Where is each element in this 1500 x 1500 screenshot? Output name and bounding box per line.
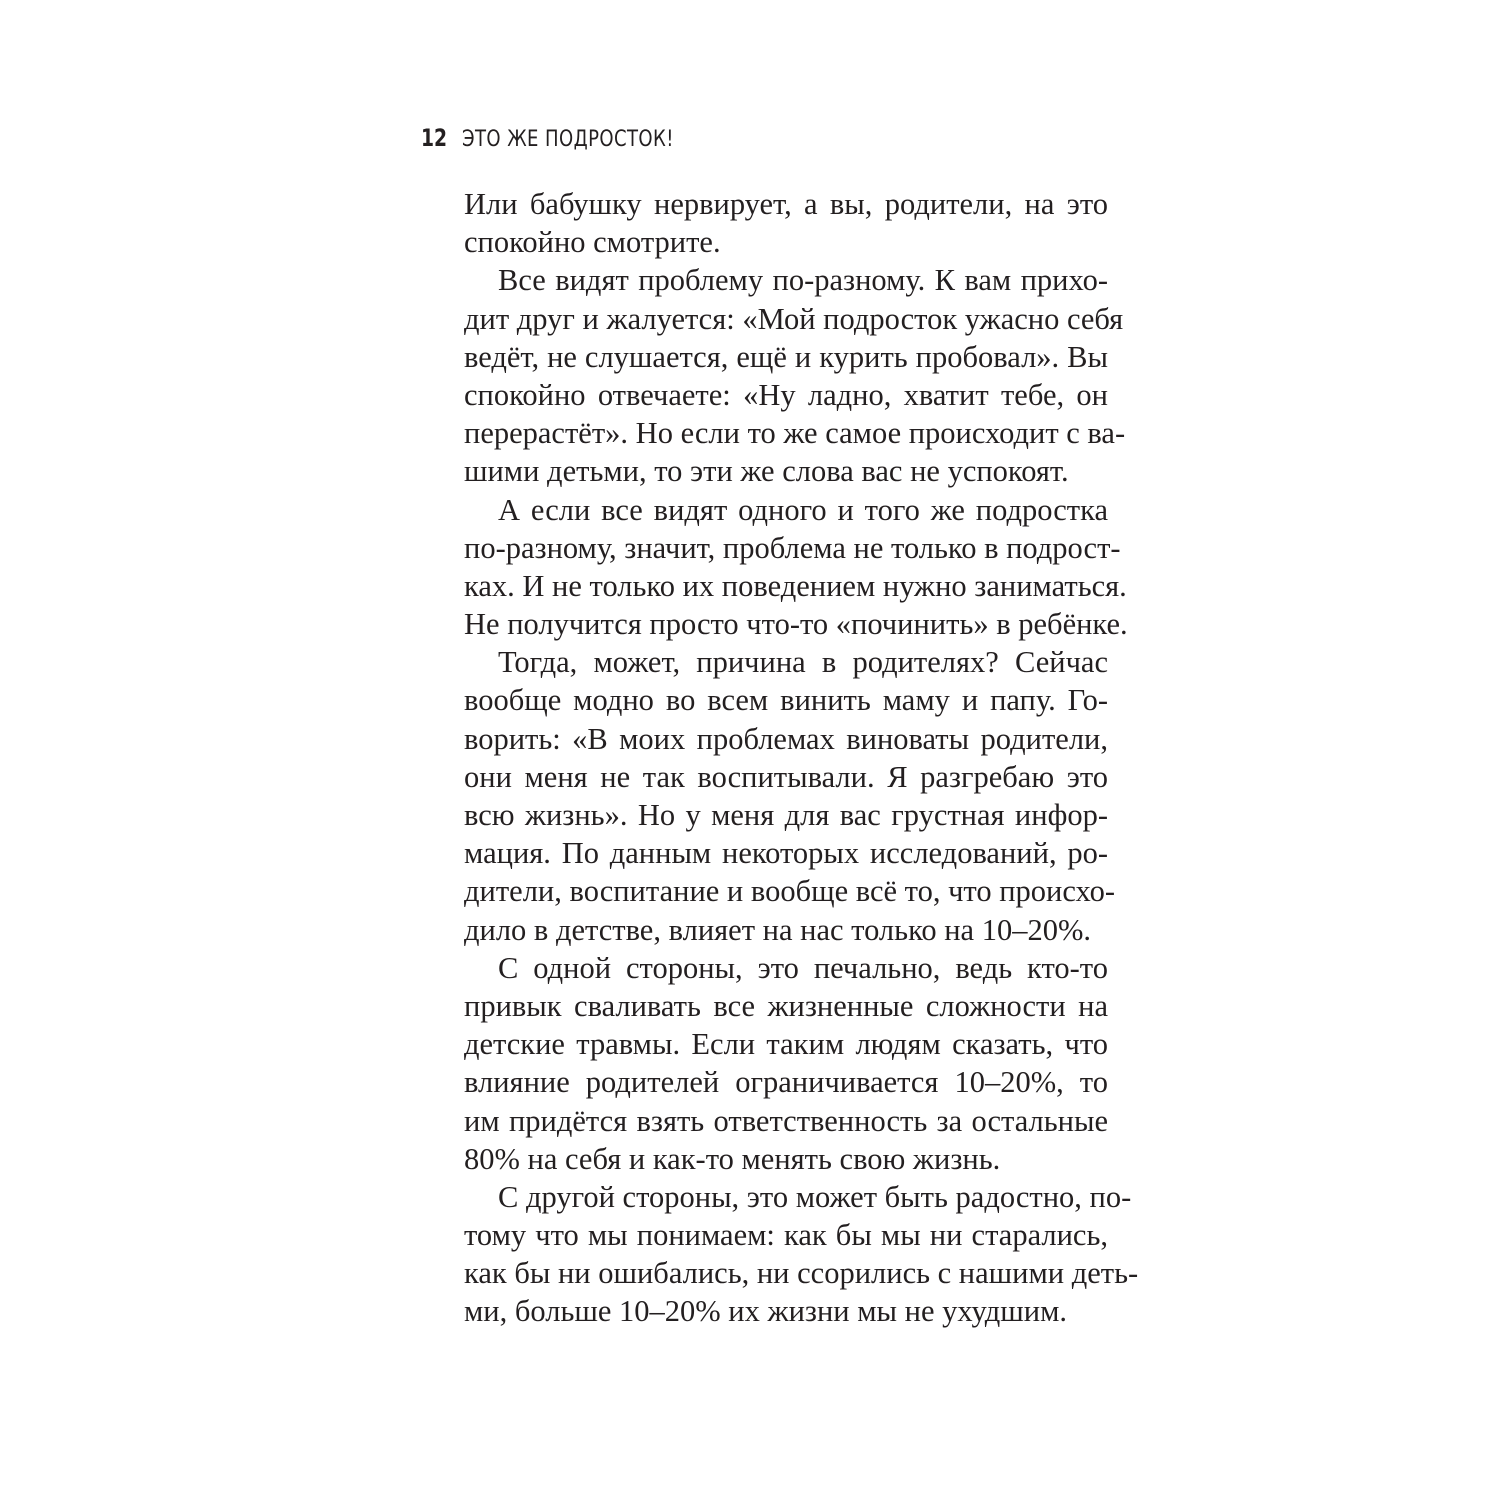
text-line: дило в детстве, влияет на нас только на 10–20%. xyxy=(464,912,1091,947)
text-line: детские травмы. Если таким людям сказать, что xyxy=(464,1027,1108,1062)
text-line: мация. По данным некоторых исследований, ро- xyxy=(464,836,1108,871)
text-line: тому что мы понимаем: как бы мы ни старались, xyxy=(464,1218,1108,1253)
text-line: по-разному, значит, проблема не только в подрост- xyxy=(464,530,1121,565)
text-line: им придётся взять ответственность за остальные xyxy=(464,1103,1108,1138)
text-line: вообще модно во всем винить маму и папу. Го- xyxy=(464,683,1108,718)
text-line: Не получится просто что-то «починить» в ребёнке. xyxy=(464,607,1128,642)
page-number: 12 xyxy=(421,124,448,152)
text-line: ведёт, не слушается, ещё и курить пробовал». Вы xyxy=(464,339,1108,374)
text-line: Или бабушку нервирует, а вы, родители, на это xyxy=(464,187,1108,221)
text-line: шими детьми, то эти же слова вас не успокоят. xyxy=(464,454,1069,489)
text-line: ми, больше 10–20% их жизни мы не ухудшим. xyxy=(464,1294,1068,1329)
text-line: они меня не так воспитывали. Я разгребаю это xyxy=(464,759,1108,794)
text-line: дит друг и жалуется: «Мой подросток ужасно себя xyxy=(464,301,1124,336)
text-line: привык сваливать все жизненные сложности на xyxy=(464,988,1108,1023)
text-line: как бы ни ошибались, ни ссорились с нашими деть- xyxy=(464,1256,1139,1291)
text-line: С другой стороны, это может быть радостно, по- xyxy=(498,1179,1132,1214)
running-title: ЭТО ЖЕ ПОДРОСТОК! xyxy=(462,127,674,152)
text-line: спокойно смотрите. xyxy=(464,225,721,260)
body-text xyxy=(464,185,1139,1331)
text-line: перерастёт». Но если то же самое происходит с ва- xyxy=(464,416,1126,451)
text-line: А если все видят одного и того же подростка xyxy=(498,492,1108,527)
text-line: спокойно отвечаете: «Ну ладно, хватит тебе, он xyxy=(464,377,1108,412)
text-line: ворить: «В моих проблемах виноваты родители, xyxy=(464,721,1108,756)
text-line: ках. И не только их поведением нужно заниматься. xyxy=(464,568,1127,603)
text-line: влияние родителей ограничивается 10–20%, то xyxy=(464,1065,1108,1100)
running-head xyxy=(421,124,720,158)
text-line: дители, воспитание и вообще всё то, что происхо- xyxy=(464,874,1115,909)
text-line: Все видят проблему по-разному. К вам прихо- xyxy=(498,263,1108,298)
text-line: всю жизнь». Но у меня для вас грустная инфор- xyxy=(464,798,1108,832)
text-line: Тогда, может, причина в родителях? Сейчас xyxy=(498,645,1108,680)
text-line: С одной стороны, это печально, ведь кто-то xyxy=(498,950,1108,985)
text-line: 80% на себя и как-то менять свою жизнь. xyxy=(464,1141,1001,1176)
